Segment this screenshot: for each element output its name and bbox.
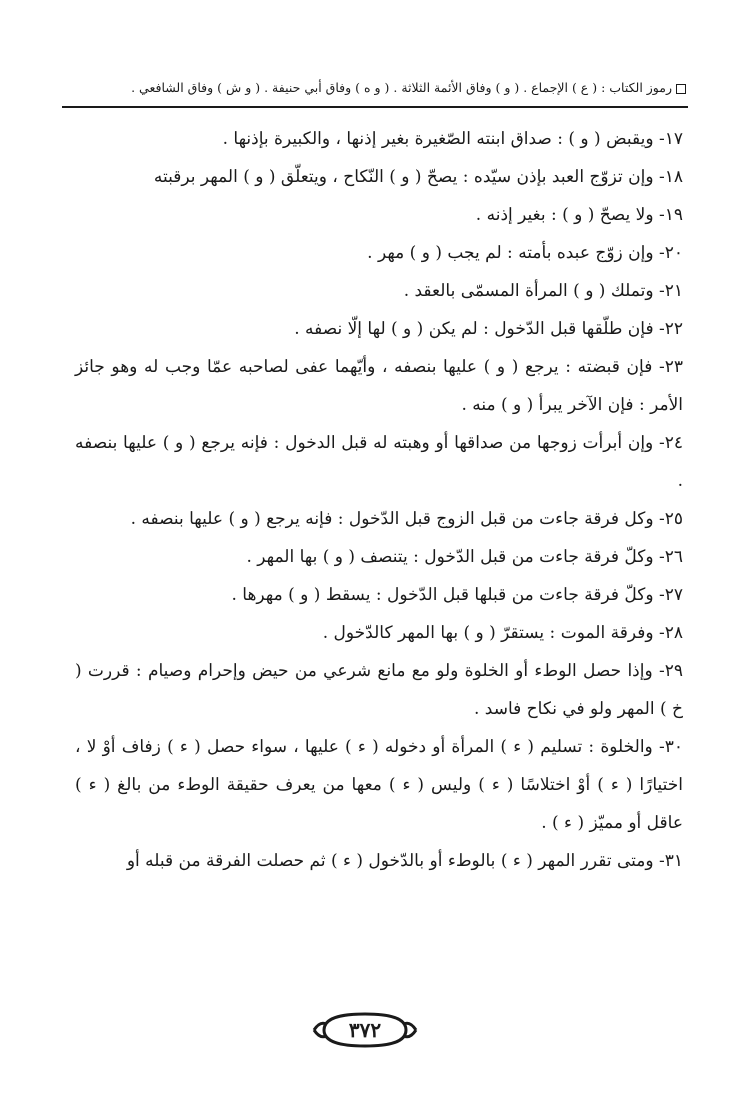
entry-number: ١٩-: [658, 205, 683, 225]
entry-text: ولا يصحّ ( و ) : بغير إذنه .: [475, 205, 654, 225]
entry-21: [75, 272, 683, 310]
page-number: ٣٧٢: [348, 1018, 382, 1042]
entry-text: وإن أبرأت زوجها من صداقها أو وهبته له قبل الدخول : فإنه يرجع ( و ) عليها بنصفه .: [75, 433, 683, 491]
page-header: [66, 76, 686, 100]
entry-number: ٢٥-: [658, 509, 683, 529]
entry-text: وكلّ فرقة جاءت من قبلها قبل الدّخول : يسقط ( و ) مهرها .: [231, 585, 654, 605]
entry-number: ٢١-: [658, 281, 683, 301]
entry-text: وإن تزوّج العبد بإذن سيّده : يصحّ ( و ) النّكاح ، ويتعلّق ( و ) المهر برقبته: [153, 167, 654, 187]
entry-31: [75, 842, 683, 880]
entry-text: وإذا حصل الوطء أو الخلوة ولو مع مانع شرعي من حيض وإحرام وصيام : قررت ( خ ) المهر ولو في نكاح فاسد .: [75, 661, 683, 719]
entry-number: ٢٧-: [658, 585, 683, 605]
entry-number: ٢٩-: [659, 661, 684, 681]
entry-26: [75, 538, 683, 576]
entry-number: ٢٢-: [658, 319, 683, 339]
entry-19: [75, 196, 683, 234]
entry-text: فإن طلّقها قبل الدّخول : لم يكن ( و ) لها إلّا نصفه .: [294, 319, 654, 339]
entry-text: وإن زوّج عبده بأمته : لم يجب ( و ) مهر .: [367, 243, 654, 263]
entry-number: ٢٣-: [658, 357, 683, 377]
entry-number: ٢٦-: [658, 547, 683, 567]
entry-text: ويقبض ( و ) : صداق ابنته الصّغيرة بغير إذنها ، والكبيرة بإذنها .: [222, 129, 654, 149]
entry-20: [75, 234, 683, 272]
entry-number: ١٧-: [658, 129, 683, 149]
entry-number: ٢٠-: [658, 243, 683, 263]
entries-list: [75, 120, 683, 880]
entry-number: ٣١-: [658, 851, 683, 871]
entry-text: ومتى تقرر المهر ( ء ) بالوطء أو بالدّخول ( ء ) ثم حصلت الفرقة من قبله أو: [126, 851, 654, 871]
entry-number: ٢٤-: [659, 433, 684, 453]
entry-text: وفرقة الموت : يستقرّ ( و ) بها المهر كالدّخول .: [322, 623, 654, 643]
entry-22: [75, 310, 683, 348]
entry-30: [75, 728, 683, 842]
square-bullet-icon: [676, 84, 686, 94]
entry-28: [75, 614, 683, 652]
entry-text: وتملك ( و ) المرأة المسمّى بالعقد .: [403, 281, 654, 301]
entry-number: ١٨-: [658, 167, 683, 187]
entry-text: فإن قبضته : يرجع ( و ) عليها بنصفه ، وأيّهما عفى لصاحبه عمّا وجب له وهو جائز الأمر : فإن الآخر يبرأ ( و ) منه .: [75, 357, 683, 415]
entry-number: ٢٨-: [658, 623, 683, 643]
entry-text: وكل فرقة جاءت من قبل الزوج قبل الدّخول : فإنه يرجع ( و ) عليها بنصفه .: [130, 509, 654, 529]
entry-25: [75, 500, 683, 538]
page-number-badge: [310, 1010, 420, 1050]
entry-number: ٣٠-: [658, 737, 683, 757]
entry-24: [75, 424, 683, 500]
entry-text: وكلّ فرقة جاءت من قبل الدّخول : يتنصف ( و ) بها المهر .: [246, 547, 654, 567]
entry-29: [75, 652, 683, 728]
entry-23: [75, 348, 683, 424]
header-divider: [62, 106, 688, 108]
entry-18: [75, 158, 683, 196]
entry-text: والخلوة : تسليم ( ء ) المرأة أو دخوله ( ء ) عليها ، سواء حصل ( ء ) زفاف أوْ لا ، اختيارًا ( ء ) أوْ اختلاسًا ( ء ) وليس ( ء ) معها من يعرف حقيقة الوطء من بالغ ( ء ) عاقل أو مميّز ( ء ) .: [75, 737, 683, 833]
header-legend: رموز الكتاب : ( ع ) الإجماع . ( و ) وفاق الأئمة الثلاثة . ( و ه ) وفاق أبي حنيفة . ( و ش ) وفاق الشافعي .: [131, 80, 672, 95]
entry-17: [75, 120, 683, 158]
entry-27: [75, 576, 683, 614]
